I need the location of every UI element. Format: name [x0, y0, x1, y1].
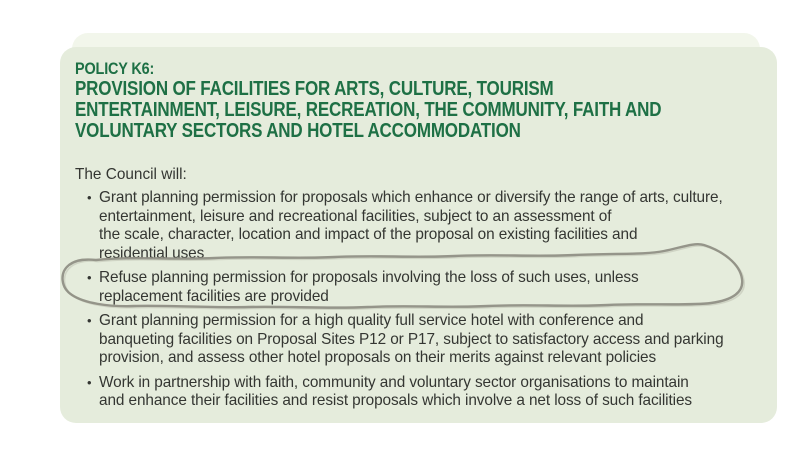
bullet-line: Work in partnership with faith, community and voluntary sector organisations to maintain [99, 373, 689, 391]
bullet-item-grant-hotel [87, 312, 772, 368]
policy-bullet-list [87, 189, 772, 417]
policy-title-line-3: VOLUNTARY SECTORS AND HOTEL ACCOMMODATION [75, 120, 521, 142]
bullet-item-partnership [87, 374, 772, 411]
policy-number: POLICY K6: [75, 59, 155, 78]
bullet-line: Refuse planning permission for proposals involving the loss of such uses, unless [99, 269, 639, 286]
bullet-line: residential uses [99, 244, 205, 262]
bullet-line: the scale, character, location and impact of the proposal on existing facilities and [99, 226, 638, 243]
bullet-marker: • [87, 190, 92, 205]
bullet-line: banqueting facilities on Proposal Sites P12 or P17, subject to satisfactory access and parking [99, 330, 724, 348]
bullet-marker: • [87, 270, 92, 285]
bullet-line: provision, and assess other hotel proposals on their merits against relevant policies [99, 349, 657, 366]
bullet-line: and enhance their facilities and resist proposals which involve a net loss of such facilities [99, 392, 692, 409]
policy-card [60, 47, 777, 423]
intro-text: The Council will: [75, 166, 187, 183]
policy-title-line-2: ENTERTAINMENT, LEISURE, RECREATION, THE COMMUNITY, FAITH AND [75, 99, 662, 121]
bullet-item-refuse-loss [87, 269, 772, 306]
policy-title-line-1: PROVISION OF FACILITIES FOR ARTS, CULTURE, TOURISM [75, 78, 554, 100]
bullet-line: Grant planning permission for proposals which enhance or diversify the range of arts, culture, [99, 189, 723, 206]
bullet-line: Grant planning permission for a high quality full service hotel with conference and [99, 312, 644, 329]
bullet-marker: • [87, 313, 92, 328]
bullet-line: entertainment, leisure and recreational facilities, subject to an assessment of [99, 207, 612, 225]
bullet-item-grant-arts [87, 189, 772, 263]
bullet-line: replacement facilities are provided [99, 287, 329, 305]
bullet-marker: • [87, 374, 92, 390]
policy-heading [75, 58, 661, 142]
